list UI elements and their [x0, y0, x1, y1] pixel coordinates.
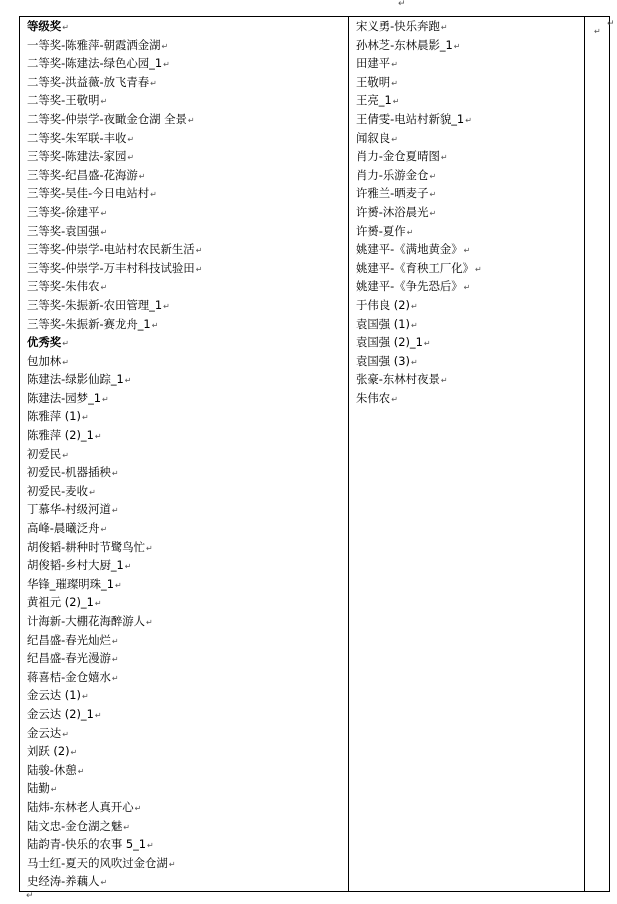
- entry-text: 马士红-夏天的风吹过金仓湖: [27, 855, 168, 870]
- list-item: [27, 500, 348, 519]
- entry-text: 金云达: [27, 725, 62, 740]
- paragraph-mark: ↵: [89, 487, 96, 497]
- entry-text: 二等奖-王敬明: [27, 93, 100, 108]
- entry-text: 陈雅萍 (1): [27, 409, 81, 424]
- paragraph-mark-top: ↵: [398, 0, 406, 9]
- right-column-list: [349, 17, 584, 407]
- paragraph-mark: ↵: [111, 655, 119, 665]
- list-item: [27, 370, 348, 389]
- list-item: [27, 854, 348, 873]
- paragraph-mark: ↵: [114, 580, 122, 590]
- awards-table: [19, 16, 610, 892]
- paragraph-mark: ↵: [440, 23, 448, 32]
- list-item: [27, 91, 348, 110]
- paragraph-mark: ↵: [391, 60, 398, 70]
- paragraph-mark: ↵: [111, 469, 119, 479]
- list-item: [356, 240, 584, 259]
- paragraph-mark: ↵: [147, 841, 154, 851]
- entry-text: 三等奖-仲崇学-万丰村科技试验田: [27, 260, 195, 275]
- list-item: [27, 407, 348, 426]
- list-item: [27, 779, 348, 798]
- entry-text: 宋义勇-快乐奔跑: [356, 19, 440, 33]
- paragraph-mark: ↵: [100, 283, 108, 293]
- paragraph-mark-bottom: ↵: [26, 891, 34, 901]
- list-item: [27, 240, 348, 259]
- section-heading: [27, 17, 348, 36]
- list-item: [27, 389, 348, 408]
- paragraph-mark: ↵: [463, 283, 471, 293]
- entry-text: 二等奖-仲崇学-夜瞰金仓湖 全景: [27, 111, 187, 126]
- entry-text: 三等奖-陈建法-家园: [27, 149, 127, 164]
- paragraph-mark: ↵: [62, 357, 69, 367]
- list-item: [27, 315, 348, 334]
- list-item: [27, 296, 348, 315]
- entry-text: 陆勤: [27, 781, 50, 796]
- list-item: [27, 798, 348, 817]
- paragraph-mark: ↵: [62, 339, 69, 349]
- list-item: [27, 724, 348, 743]
- entry-text: 陆炜-东林老人真开心: [27, 799, 134, 814]
- entry-text: 二等奖-洪益薇-放飞青春: [27, 74, 150, 89]
- entry-text: 袁国强 (1): [356, 316, 410, 331]
- list-item: [27, 519, 348, 538]
- empty-column-cell[interactable]: [585, 17, 610, 892]
- list-item: [356, 296, 584, 315]
- left-column-list: [20, 17, 348, 891]
- entry-text: 田建平: [356, 56, 391, 71]
- list-item: [27, 222, 348, 241]
- entry-text: 袁国强 (3): [356, 353, 410, 368]
- list-item: [27, 761, 348, 780]
- entry-text: 三等奖-仲崇学-电站村农民新生活: [27, 242, 195, 257]
- entry-text: 闻叙良: [356, 130, 391, 145]
- entry-text: 金云达 (1): [27, 688, 81, 703]
- list-item: [27, 352, 348, 371]
- list-item: [27, 872, 348, 891]
- entry-text: 张豪-东林村夜景: [356, 372, 440, 387]
- paragraph-mark: ↵: [161, 41, 169, 51]
- list-item: [356, 54, 584, 73]
- list-item: [356, 129, 584, 148]
- list-item: [27, 73, 348, 92]
- paragraph-mark: ↵: [410, 301, 418, 311]
- list-item: [27, 538, 348, 557]
- paragraph-mark: ↵: [392, 97, 400, 107]
- list-item: [27, 259, 348, 278]
- entry-text: 华锋_璀璨明珠_1: [27, 576, 114, 591]
- entry-text: 肖力-乐游金仓: [356, 167, 429, 182]
- paragraph-mark: ↵: [391, 78, 398, 88]
- entry-text: 金云达 (2)_1: [27, 706, 94, 721]
- entry-text: 朱伟农: [356, 390, 391, 405]
- list-item: [27, 612, 348, 631]
- paragraph-mark: ↵: [146, 543, 153, 553]
- left-column-cell[interactable]: [20, 17, 349, 892]
- paragraph-mark: ↵: [150, 78, 157, 88]
- entry-text: 陆骏-休憩: [27, 762, 77, 777]
- paragraph-mark: ↵: [163, 301, 170, 311]
- list-item: [356, 73, 584, 92]
- paragraph-mark: ↵: [440, 376, 448, 386]
- entry-text: 一等奖-陈雅萍-朝霞洒金湖: [27, 37, 161, 52]
- list-item: [27, 575, 348, 594]
- paragraph-mark: ↵: [94, 432, 102, 442]
- paragraph-mark: ↵: [102, 394, 109, 404]
- entry-text: 史经涛-养藕人: [27, 874, 100, 889]
- list-item: [27, 277, 348, 296]
- paragraph-mark: ↵: [163, 60, 170, 70]
- entry-text: 陆文忠-金仓湖之魅: [27, 818, 123, 833]
- paragraph-mark: ↵: [429, 190, 437, 200]
- paragraph-mark: ↵: [391, 394, 398, 404]
- paragraph-mark: ↵: [62, 729, 69, 739]
- paragraph-mark: ↵: [123, 822, 130, 832]
- entry-text: 于伟良 (2): [356, 297, 410, 312]
- entry-text: 姚建平-《育秧工厂化》: [356, 260, 475, 275]
- paragraph-mark: ↵: [127, 134, 135, 144]
- entry-text: 三等奖-朱振新-农田管理_1: [27, 297, 163, 312]
- paragraph-mark: ↵: [410, 320, 418, 330]
- list-item: [27, 835, 348, 854]
- list-item: [356, 315, 584, 334]
- table-row: [20, 17, 610, 892]
- paragraph-mark: ↵: [187, 115, 195, 125]
- entry-text: 计海新-大棚花海醉游人: [27, 614, 146, 628]
- paragraph-mark: ↵: [124, 376, 132, 386]
- entry-text: 纪昌盛-春光灿烂: [27, 632, 111, 647]
- list-item: [27, 203, 348, 222]
- paragraph-mark: ↵: [410, 357, 418, 367]
- list-item: [356, 352, 584, 371]
- entry-text: 高峰-晨曦泛舟: [27, 521, 100, 536]
- list-item: [27, 426, 348, 445]
- entry-text: 三等奖-朱振新-赛龙舟_1: [27, 316, 151, 331]
- list-item: [356, 389, 584, 408]
- list-item: [27, 593, 348, 612]
- list-item: [27, 445, 348, 464]
- entry-text: 陈建法-绿影仙踪_1: [27, 372, 124, 387]
- entry-text: 刘跃 (2): [27, 744, 70, 759]
- entry-text: 三等奖-徐建平: [27, 204, 100, 219]
- entry-text: 三等奖-纪昌盛-花海游: [27, 167, 138, 182]
- paragraph-mark: ↵: [168, 859, 176, 869]
- list-item: [356, 333, 584, 352]
- list-item: [27, 482, 348, 501]
- entry-text: 陆韵青-快乐的农事 5_1: [27, 837, 147, 852]
- list-item: [27, 649, 348, 668]
- paragraph-mark: ↵: [146, 618, 153, 627]
- paragraph-mark: ↵: [127, 153, 135, 163]
- list-item: [27, 668, 348, 687]
- entry-text: 孙林芝-东林晨影_1: [356, 37, 453, 52]
- list-item: [356, 147, 584, 166]
- list-item: [356, 370, 584, 389]
- list-item: [27, 686, 348, 705]
- entry-text: 姚建平-《满地黄金》: [356, 242, 463, 257]
- list-item: [27, 463, 348, 482]
- list-item: [27, 110, 348, 129]
- entry-text: 胡俊韬-乡村大厨_1: [27, 558, 124, 573]
- paragraph-mark: ↵: [138, 171, 146, 181]
- paragraph-mark: ↵: [429, 208, 437, 218]
- paragraph-mark: ↵: [77, 766, 85, 776]
- paragraph-mark: ↵: [124, 562, 132, 572]
- paragraph-mark: ↵: [100, 97, 108, 107]
- entry-text: 王倩雯-电站村新貌_1: [356, 111, 465, 126]
- list-item: [356, 91, 584, 110]
- entry-text: 胡俊韬-耕种时节鹭鸟忙: [27, 539, 146, 554]
- paragraph-mark: ↵: [453, 41, 461, 51]
- paragraph-mark: ↵: [50, 785, 58, 795]
- list-item: [27, 184, 348, 203]
- entry-text: 初爱民: [27, 446, 62, 461]
- list-item: [356, 203, 584, 222]
- paragraph-mark: ↵: [150, 190, 157, 200]
- paragraph-mark: ↵: [463, 246, 471, 256]
- entry-text: 优秀奖: [27, 335, 62, 350]
- paragraph-mark: ↵: [100, 525, 108, 535]
- paragraph-mark: ↵: [70, 748, 78, 758]
- paragraph-mark: ↵: [195, 264, 203, 274]
- paragraph-mark: ↵: [62, 450, 69, 460]
- entry-text: 三等奖-袁国强: [27, 223, 100, 238]
- paragraph-mark: ↵: [440, 153, 448, 163]
- list-item: [356, 184, 584, 203]
- entry-text: 许赟-夏作: [356, 223, 406, 238]
- list-item: [27, 742, 348, 761]
- list-item: [356, 259, 584, 278]
- paragraph-mark: ↵: [406, 227, 414, 237]
- paragraph-mark: ↵: [81, 413, 89, 423]
- paragraph-mark: ↵: [100, 208, 108, 218]
- paragraph-mark: ↵: [151, 320, 159, 330]
- entry-text: 初爱民-机器插秧: [27, 465, 111, 480]
- paragraph-mark: ↵: [134, 803, 142, 813]
- entry-text: 王亮_1: [356, 93, 392, 108]
- entry-text: 三等奖-吴佳-今日电站村: [27, 186, 150, 201]
- list-item: [356, 277, 584, 296]
- end-of-cell-mark: ↵: [594, 27, 601, 36]
- list-item: [27, 147, 348, 166]
- list-item: [27, 817, 348, 836]
- entry-text: 姚建平-《争先恐后》: [356, 279, 463, 294]
- list-item: [356, 166, 584, 185]
- list-item: [356, 110, 584, 129]
- entry-text: 纪昌盛-春光漫游: [27, 651, 111, 666]
- entry-text: 许赟-沐浴晨光: [356, 204, 429, 219]
- list-item: [356, 222, 584, 241]
- paragraph-mark: ↵: [429, 171, 437, 181]
- paragraph-mark: ↵: [94, 710, 102, 720]
- list-item: [356, 36, 584, 55]
- list-item: [27, 166, 348, 185]
- section-heading: [27, 333, 348, 352]
- entry-text: 袁国强 (2)_1: [356, 335, 423, 350]
- entry-text: 丁慕华-村级河道: [27, 502, 111, 517]
- paragraph-mark: ↵: [465, 115, 472, 125]
- entry-text: 蒋喜桔-金仓嬉水: [27, 669, 111, 684]
- paragraph-mark: ↵: [94, 599, 102, 609]
- paragraph-mark: ↵: [475, 264, 482, 274]
- entry-text: 包加林: [27, 353, 62, 368]
- entry-text: 等级奖: [27, 19, 62, 33]
- paragraph-mark: ↵: [100, 878, 108, 888]
- end-of-row-mark: ↵: [607, 19, 615, 29]
- entry-text: 黄祖元 (2)_1: [27, 595, 94, 610]
- paragraph-mark: ↵: [62, 23, 69, 32]
- paragraph-mark: ↵: [111, 636, 119, 646]
- paragraph-mark: ↵: [111, 506, 119, 516]
- paragraph-mark: ↵: [195, 246, 203, 256]
- list-item: [27, 36, 348, 55]
- list-item: [356, 17, 584, 36]
- paragraph-mark: ↵: [81, 692, 89, 702]
- entry-text: 二等奖-朱军联-丰收: [27, 130, 127, 145]
- paragraph-mark: ↵: [111, 673, 119, 683]
- entry-text: 王敬明: [356, 74, 391, 89]
- list-item: [27, 556, 348, 575]
- entry-text: 许雅兰-晒麦子: [356, 186, 429, 201]
- paragraph-mark: ↵: [100, 227, 108, 237]
- entry-text: 初爱民-麦收: [27, 483, 89, 498]
- entry-text: 陈建法-园梦_1: [27, 390, 102, 405]
- list-item: [27, 129, 348, 148]
- entry-text: 肖力-金仓夏晴图: [356, 149, 440, 164]
- entry-text: 二等奖-陈建法-绿色心园_1: [27, 56, 163, 71]
- list-item: [27, 705, 348, 724]
- paragraph-mark: ↵: [423, 339, 431, 349]
- entry-text: 三等奖-朱伟农: [27, 279, 100, 294]
- paragraph-mark: ↵: [391, 134, 398, 144]
- list-item: [27, 631, 348, 650]
- right-column-cell[interactable]: [349, 17, 585, 892]
- list-item: [27, 54, 348, 73]
- entry-text: 陈雅萍 (2)_1: [27, 428, 94, 443]
